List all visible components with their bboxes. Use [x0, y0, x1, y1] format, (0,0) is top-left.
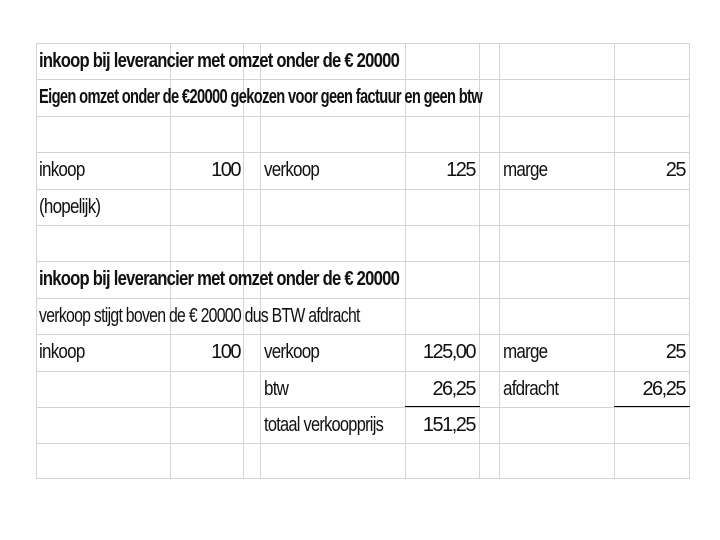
cell-verkoop-label-2[interactable]: verkoop	[264, 341, 320, 363]
cell-marge-label-2[interactable]: marge	[503, 341, 548, 363]
grid-row-line	[36, 371, 690, 372]
cell-heading-2[interactable]: Eigen omzet onder de €20000 gekozen voor geen factuur en geen btw	[39, 86, 483, 108]
cell-btw-label[interactable]: btw	[264, 378, 289, 400]
cell-afdracht-label[interactable]: afdracht	[503, 378, 559, 400]
grid-row-line	[36, 225, 690, 226]
cell-verkoop-value[interactable]: 125	[446, 159, 475, 181]
grid-row-line	[36, 116, 690, 117]
cell-verkoop-value-2[interactable]: 125,00	[422, 341, 475, 363]
grid-row-line	[36, 478, 690, 479]
cell-inkoop-value[interactable]: 100	[211, 159, 240, 181]
cell-btw-value[interactable]: 26,25	[432, 378, 475, 400]
cell-verkoop-label[interactable]: verkoop	[264, 159, 320, 181]
cell-marge-label[interactable]: marge	[503, 159, 548, 181]
cell-inkoop-label[interactable]: inkoop	[39, 159, 85, 181]
cell-marge-value[interactable]: 25	[665, 159, 685, 181]
cell-heading-3[interactable]: inkoop bij leverancier met omzet onder de € 20000	[39, 268, 400, 290]
grid-row-line	[36, 152, 690, 153]
cell-hopelijk[interactable]: (hopelijk)	[39, 196, 101, 218]
cell-afdracht-value[interactable]: 26,25	[642, 378, 685, 400]
spreadsheet-grid	[36, 43, 690, 479]
cell-totaal-value[interactable]: 151,25	[422, 414, 475, 436]
grid-row-line	[36, 334, 690, 335]
cell-inkoop-label-2[interactable]: inkoop	[39, 341, 85, 363]
cell-inkoop-value-2[interactable]: 100	[211, 341, 240, 363]
cell-heading-4[interactable]: verkoop stijgt boven de € 20000 dus BTW afdracht	[39, 305, 360, 327]
grid-row-line	[36, 443, 690, 444]
cell-marge-value-2[interactable]: 25	[665, 341, 685, 363]
cell-bottom-border	[614, 406, 690, 407]
cell-totaal-label[interactable]: totaal verkoopprijs	[264, 414, 384, 436]
cell-heading-1[interactable]: inkoop bij leverancier met omzet onder de € 20000	[39, 50, 400, 72]
grid-row-line	[36, 189, 690, 190]
